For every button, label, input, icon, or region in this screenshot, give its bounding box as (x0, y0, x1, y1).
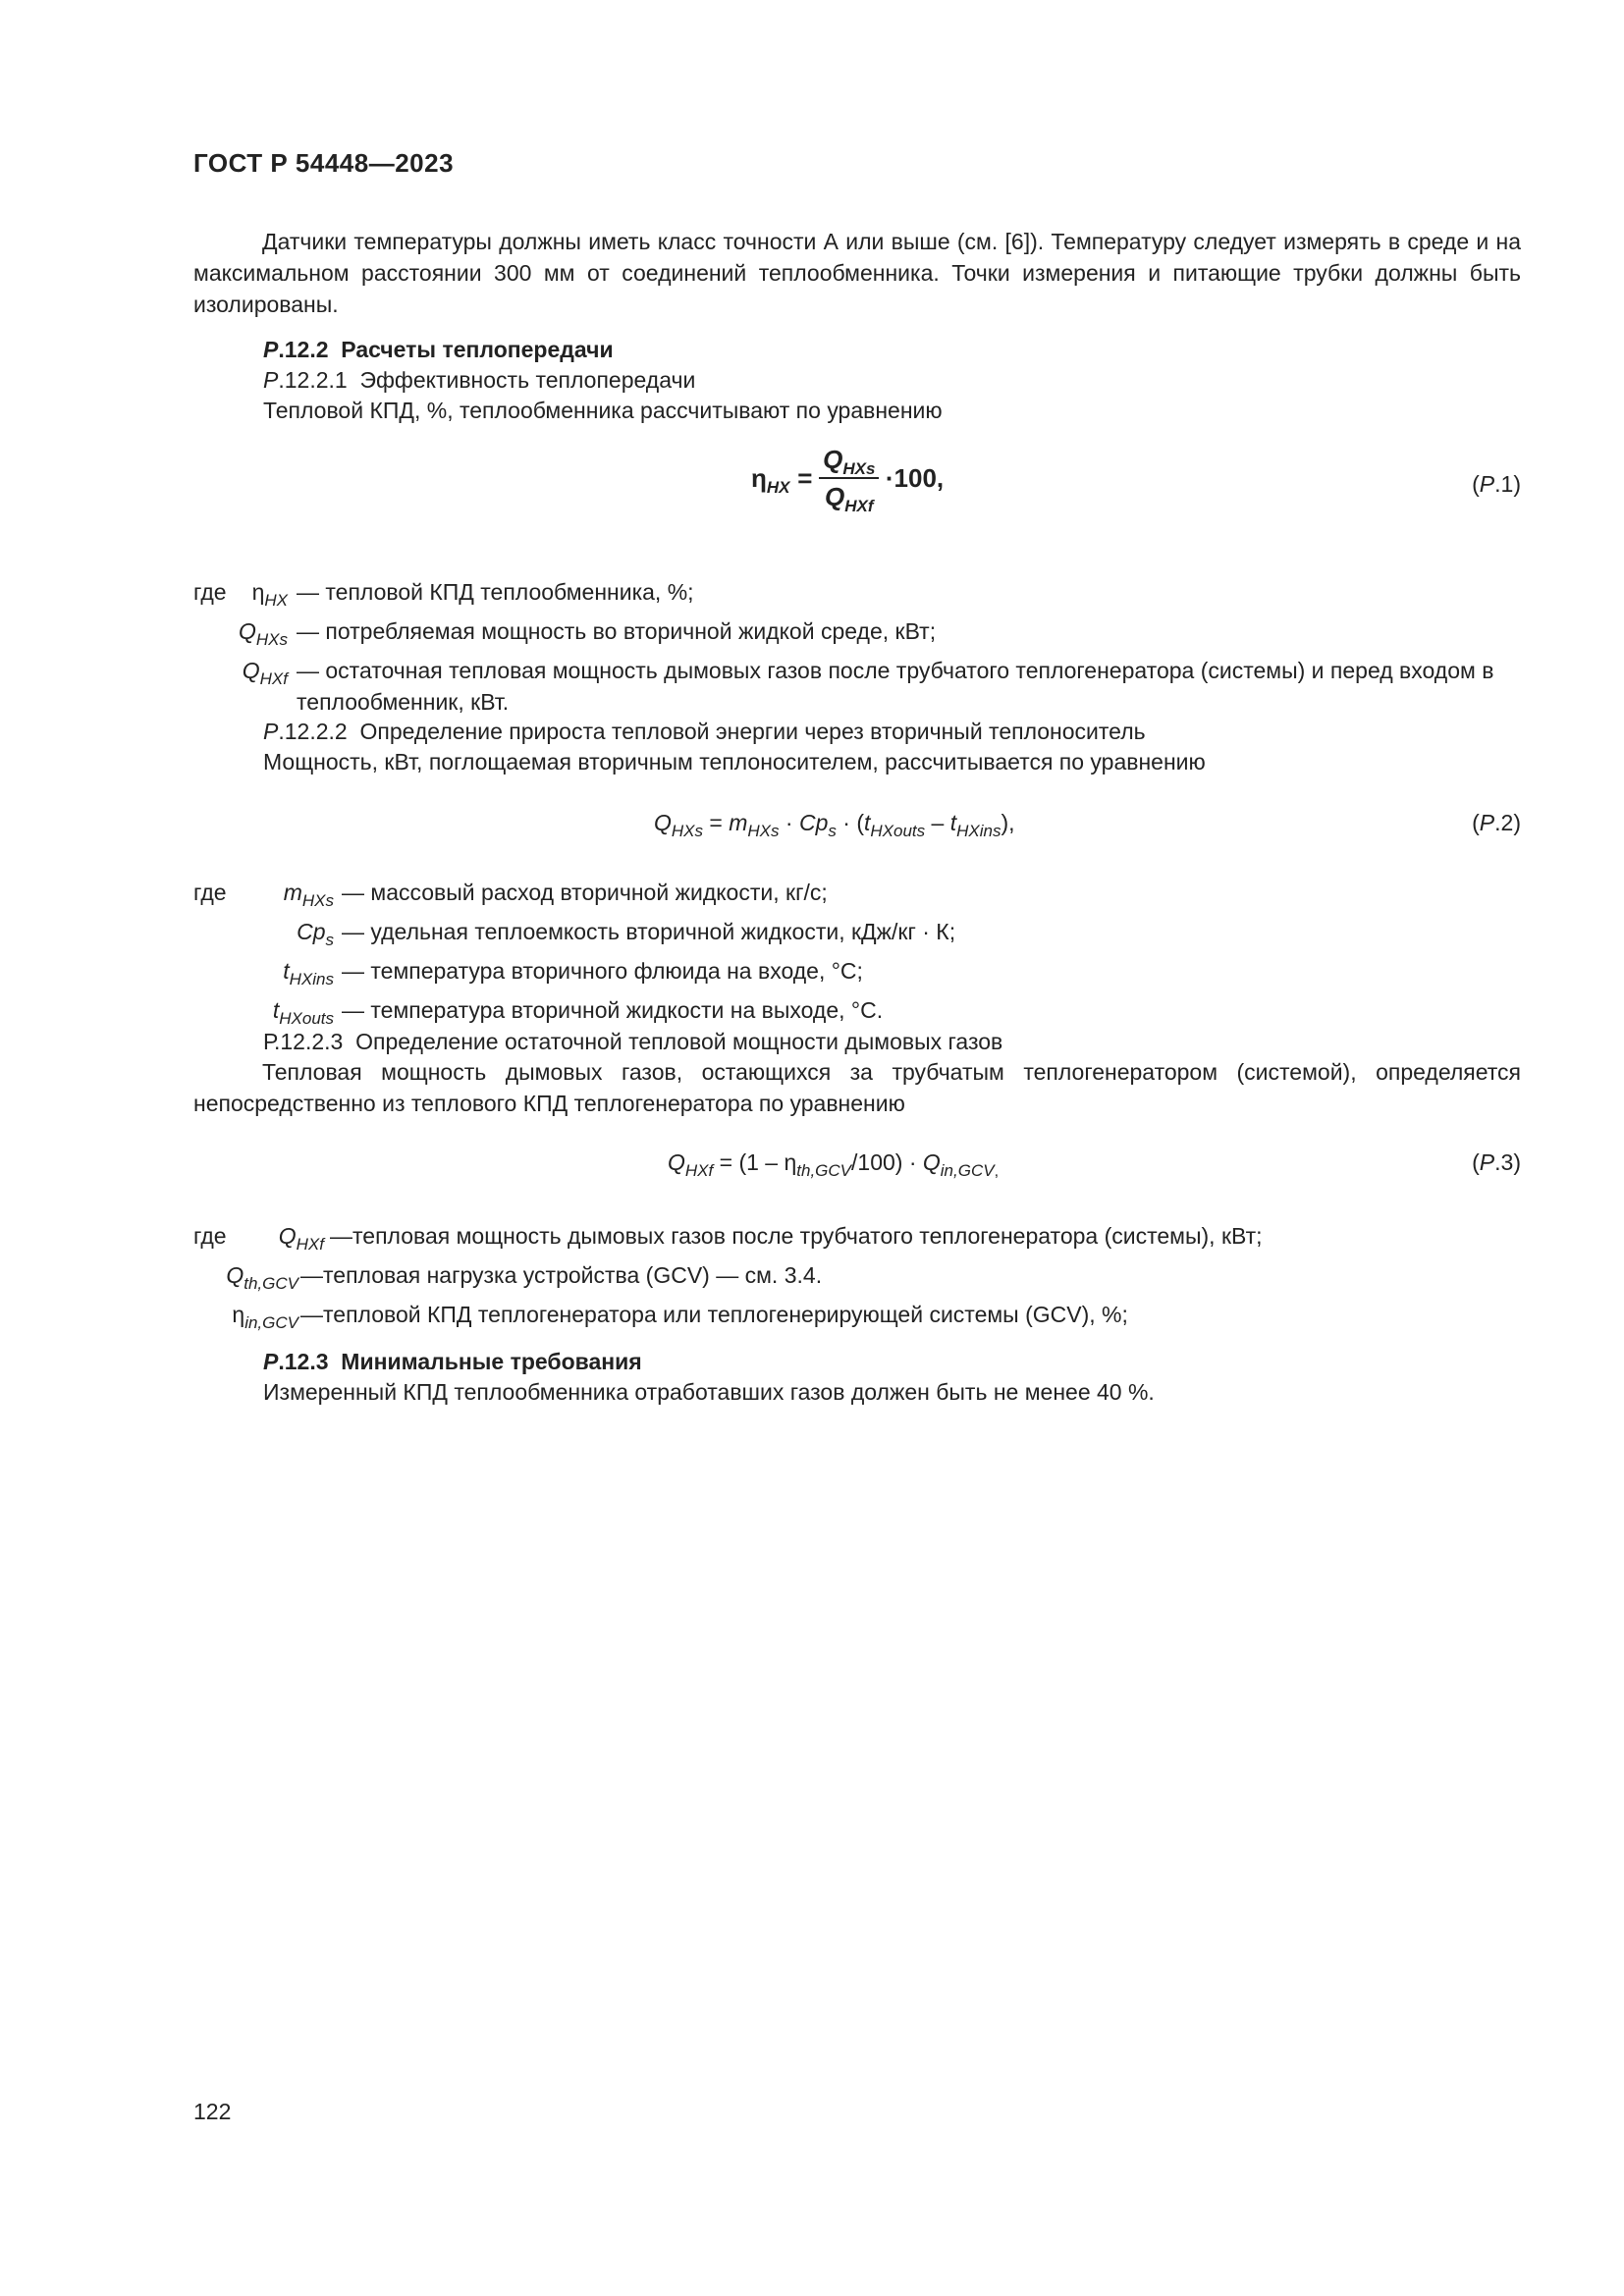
def3-text: — остаточная тепловая мощность дымовых газов после трубчатого теплогенератора (системы) и перед входом в теплообменник, кВт. (297, 658, 1494, 715)
section-heading-12-2-3: Р.12.2.3 Определение остаточной тепловой мощности дымовых газов (263, 1029, 1003, 1054)
section-title: Расчеты теплопередачи (341, 337, 614, 362)
where-label: где (193, 1223, 227, 1249)
page-number: 122 (193, 2099, 232, 2124)
section-number-letter: Р (263, 337, 279, 362)
section-heading-12-2 (263, 334, 614, 365)
equation-2: $Q_{HXs} = m_{HXs} \cdot Cp_s \cdot (t_{HXouts} - t_{HXins})$, (654, 810, 1015, 840)
def2-text: — потребляемая мощность во вторичной жидкой среде, кВт; (297, 618, 937, 644)
where-label: где (193, 880, 227, 905)
def-text: —тепловой КПД теплогенератора или теплогенерирующей системы (GCV), %; (300, 1302, 1128, 1327)
section-12-3-text: Измеренный КПД теплообменника отработавших газов должен быть не менее 40 %. (263, 1379, 1155, 1405)
def-symbol-t-hxins: $t_{HXins}$ (283, 958, 334, 988)
def-text: — температура вторичной жидкости на выходе, °С. (342, 997, 884, 1023)
eq1-lhs-subscript: HX (766, 478, 790, 497)
section-number-letter: Р (263, 367, 279, 393)
equation-3-number: (Р.3) (1472, 1149, 1521, 1175)
equation-2-number: (Р.2) (1472, 810, 1521, 835)
def-text: —тепловая мощность дымовых газов после трубчатого теплогенератора (системы), кВт; (330, 1223, 1263, 1249)
eq1-tail: ·100, (885, 463, 945, 493)
where-label: где (193, 579, 227, 605)
section-number: .12.2.1 (278, 367, 348, 393)
def3-symbol-q-hxf: $Q_{HXf}$ (242, 658, 288, 688)
def-symbol-t-hxouts: $t_{HXouts}$ (272, 997, 334, 1028)
section-12-2-3-paragraph: Тепловая мощность дымовых газов, остающихся за трубчатым теплогенератором (системой), определяется непосредственно из теплового КПД теплогенератора по уравнению (193, 1059, 1521, 1116)
def-text: — массовый расход вторичной жидкости, кг/с; (342, 880, 828, 905)
section-heading-12-2-1 (263, 364, 695, 396)
eq1-denominator: $Q_{HXf}$ (825, 482, 874, 515)
eq1-numerator: $Q_{HXs}$ (819, 444, 879, 479)
equation-1-number: (Р.1) (1472, 471, 1521, 497)
eq1-lhs-symbol: η (751, 463, 767, 493)
def2-symbol-q-hxs: $Q_{HXs}$ (238, 618, 288, 649)
section-title: Эффективность теплопередачи (359, 367, 696, 393)
def-symbol-m-hxs: $m_{HXs}$ (283, 880, 334, 910)
section-heading-12-3: Р.12.3 Минимальные требования (263, 1349, 642, 1374)
def-symbol-q-th-gcv: $Q_{th,GCV}$ (226, 1262, 298, 1293)
equation-1: $\eta_{HX}$ = $\frac{Q_{HXs}}{Q_{HXf}}$ ·100, (751, 445, 945, 515)
def-text: — температура вторичного флюида на входе, °С; (342, 958, 863, 984)
equation-3: $Q_{HXf} = (1 - \eta_{th,GCV}/100) \cdot Q_{in,GCV,}$ (668, 1149, 1000, 1180)
def-text: —тепловая нагрузка устройства (GCV) — см. 3.4. (300, 1262, 823, 1288)
eq1-fraction (819, 444, 879, 515)
document-header: ГОСТ Р 54448—2023 (193, 148, 455, 178)
def-text: — удельная теплоемкость вторичной жидкости, кДж/кг · К; (342, 919, 956, 944)
equation-1-lead: Тепловой КПД, %, теплообменника рассчитывают по уравнению (263, 398, 943, 423)
equation-2-lead: Мощность, кВт, поглощаемая вторичным теплоносителем, рассчитывается по уравнению (263, 749, 1206, 774)
intro-paragraph: Датчики температуры должны иметь класс точности А или выше (см. [6]). Температуру следует измерять в среде и на максимальном расстоянии 300 мм от соединений теплообменника. Точки измерения и питающие трубки должны быть изолированы. (193, 229, 1521, 317)
def-symbol-cp-s: $Cp_s$ (297, 919, 334, 949)
def1-symbol-eta-hx: $\eta_{HX}$ (251, 579, 288, 610)
def-symbol-q-hxf: $Q_{HXf}$ (278, 1223, 324, 1254)
section-number: .12.2 (278, 337, 329, 362)
def1-text: — тепловой КПД теплообменника, %; (297, 579, 694, 605)
def-symbol-eta-in-gcv: $\eta_{in,GCV}$ (232, 1302, 298, 1332)
section-heading-12-2-2: Р.12.2.2 Определение прироста тепловой энергии через вторичный теплоноситель (263, 719, 1146, 744)
